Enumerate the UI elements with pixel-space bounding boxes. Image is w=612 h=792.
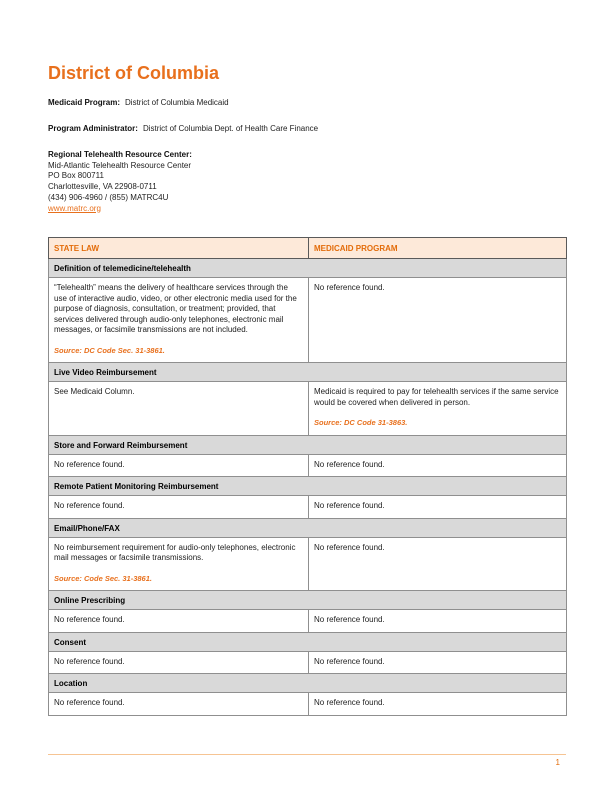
section-title: Email/Phone/FAX [49,518,567,537]
page-content [48,0,566,716]
state-law-cell [49,610,309,633]
section-header-email-phone-fax [49,518,567,537]
state-law-text: No reference found. [54,501,125,511]
medicaid-cell [309,454,567,477]
state-law-source-citation: Source: Code Sec. 31-3861. [54,573,152,583]
page-number: 1 [555,758,560,767]
section-content-definition [49,278,567,363]
section-title: Store and Forward Reimbursement [49,435,567,454]
section-title: Definition of telemedicine/telehealth [49,259,567,278]
medicaid-source-citation: Source: DC Code 31-3863. [314,418,408,428]
section-header-definition [49,259,567,278]
medicaid-cell [309,693,567,716]
state-law-medicaid-comparison-table [48,237,567,716]
rtrc-org-name: Mid-Atlantic Telehealth Resource Center [48,160,192,170]
medicaid-text: No reference found. [314,542,385,552]
medicaid-text: Medicaid is required to pay for telehealth services if the same service would be covered when delivered in person. [314,387,559,407]
medicaid-cell [309,496,567,519]
state-law-source-citation: Source: DC Code Sec. 31-3861. [54,345,165,355]
state-law-text: No reference found. [54,615,125,625]
section-title: Live Video Reimbursement [49,363,567,382]
program-administrator-line [48,124,566,134]
medicaid-program-value: District of Columbia Medicaid [125,98,229,107]
rtrc-city-state-zip: Charlottesville, VA 22908-0711 [48,182,157,192]
medicaid-cell [309,651,567,674]
section-title: Remote Patient Monitoring Reimbursement [49,477,567,496]
regional-telehealth-resource-center-block [48,150,566,214]
state-law-cell [49,278,309,363]
section-header-consent [49,632,567,651]
medicaid-text: No reference found. [314,283,385,293]
section-header-live-video [49,363,567,382]
medicaid-cell [309,537,567,591]
medicaid-program-line [48,98,566,108]
section-header-store-and-forward [49,435,567,454]
section-content-email-phone-fax [49,537,567,591]
medicaid-text: No reference found. [314,459,385,469]
page-title: District of Columbia [48,63,220,83]
state-law-cell [49,496,309,519]
state-law-text: No reference found. [54,459,125,469]
rtrc-phone: (434) 906-4960 / (855) MATRC4U [48,192,169,202]
medicaid-text: No reference found. [314,501,385,511]
section-header-online-prescribing [49,591,567,610]
medicaid-text: No reference found. [314,615,385,625]
section-header-location [49,674,567,693]
state-law-text: See Medicaid Column. [54,387,135,397]
section-title: Location [49,674,567,693]
medicaid-cell [309,610,567,633]
program-administrator-label: Program Administrator: [48,124,138,133]
section-content-consent [49,651,567,674]
footer-divider [48,754,566,755]
matrc-website-link[interactable]: www.matrc.org [48,203,101,213]
section-content-online-prescribing [49,610,567,633]
section-content-live-video [49,382,567,436]
section-content-location [49,693,567,716]
state-law-cell [49,651,309,674]
program-administrator-value: District of Columbia Dept. of Health Care Finance [142,124,319,133]
column-header-medicaid-program: MEDICAID PROGRAM [309,238,567,259]
section-content-remote-patient-monitoring [49,496,567,519]
medicaid-cell [309,382,567,436]
state-law-text: “Telehealth” means the delivery of healthcare services through the use of interactive audio, video, or other electronic media used for the purpose of diagnosis, consultation, or treatment; provided, that services delivered through audio-only telephones, electronic mail messages, or facsimile transmissions are not included. [54,283,297,335]
state-law-text: No reference found. [54,698,125,708]
medicaid-program-label: Medicaid Program: [48,98,121,107]
state-law-text: No reimbursement requirement for audio-only telephones, electronic mail messages or facsimile transmissions. [54,542,296,563]
state-law-cell [49,454,309,477]
medicaid-text: No reference found. [314,698,385,708]
rtrc-heading: Regional Telehealth Resource Center: [48,150,192,159]
section-title: Consent [49,632,567,651]
state-law-text: No reference found. [54,656,125,666]
column-header-state-law: STATE LAW [49,238,309,259]
medicaid-cell [309,278,567,363]
state-law-cell [49,382,309,436]
state-law-cell [49,537,309,591]
section-header-remote-patient-monitoring [49,477,567,496]
medicaid-text: No reference found. [314,656,385,666]
section-title: Online Prescribing [49,591,567,610]
table-header-row [49,238,567,259]
state-law-cell [49,693,309,716]
rtrc-po-box: PO Box 800711 [48,171,104,181]
section-content-store-and-forward [49,454,567,477]
